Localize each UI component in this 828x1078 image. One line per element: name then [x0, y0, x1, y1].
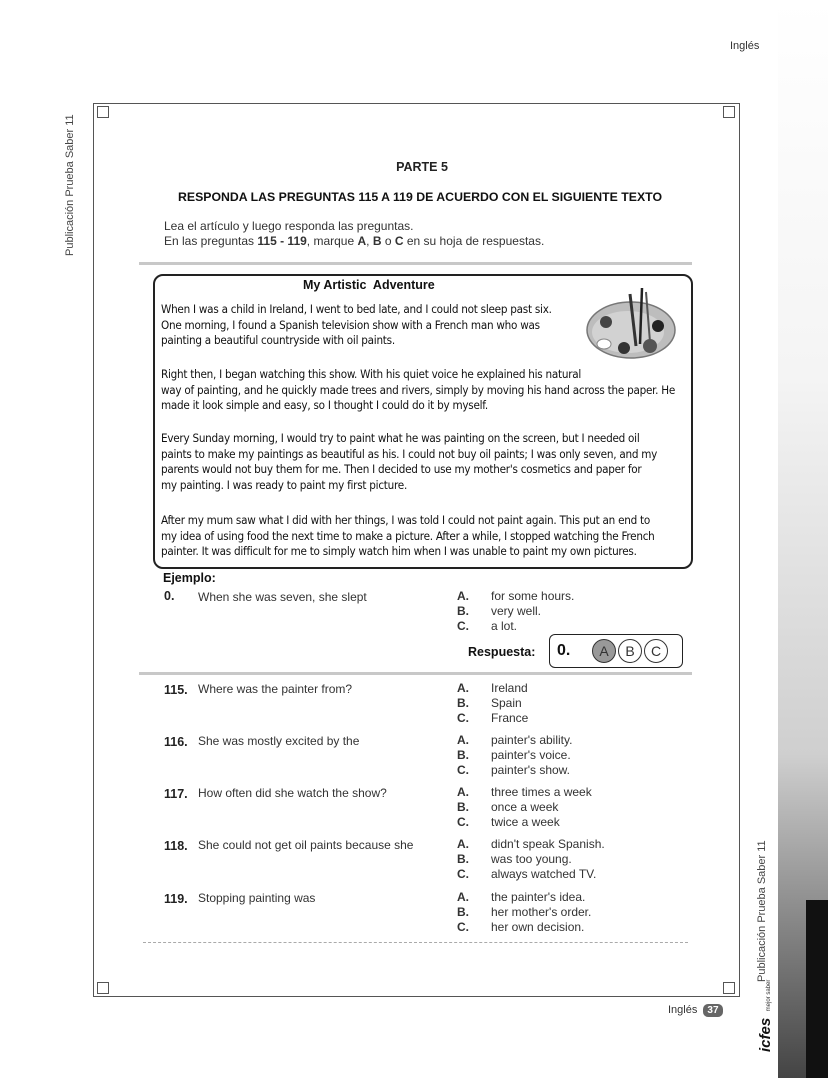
option: A. the painter's idea. — [457, 890, 586, 904]
example-number: 0. — [164, 589, 175, 603]
question-text: Where was the painter from? — [198, 682, 353, 696]
passage-paragraph-2: Right then, I began watching this show. With his quiet voice he explained his natural way of painting, and he quickly made trees and rivers, simply by moving his hand across the paper. He made it look simple and easy, so I thought I could do it by myself. — [161, 367, 676, 413]
option: C. France — [457, 711, 529, 725]
passage-paragraph-3: Every Sunday morning, I would try to paint what he was painting on the screen, but I needed oil paints to make my paintings as beautiful as his. I could not buy oil paints; I was only seven, and my parents would not buy them for me. Then I decided to use my mother's cosmetics and paper for my painting. I was ready to paint my first picture. — [161, 431, 658, 492]
option: B. was too young. — [457, 852, 572, 866]
question-options — [457, 890, 591, 935]
instruction-line-1: Lea el artículo y luego responda las preguntas. — [164, 219, 414, 233]
question-119: 119. — [164, 892, 188, 906]
option: B. her mother's order. — [457, 905, 592, 919]
passage-paragraph-4: After my mum saw what I did with her things, I was told I could not paint again. This put an end to my idea of using food the next time to make a picture. After a while, I stopped watching the French painter. It was difficult for me to simply watch him when I was unable to paint my own pictures. — [161, 513, 655, 559]
answer-bubbles — [592, 639, 670, 663]
logo-text: icfes — [757, 1017, 774, 1052]
instructions — [164, 219, 544, 249]
question-118: 118. — [164, 839, 188, 853]
example-question: When she was seven, she slept — [198, 590, 367, 604]
question-text: Stopping painting was — [198, 891, 316, 905]
answer-box — [549, 634, 683, 668]
answer-bubble-a[interactable]: A — [592, 639, 616, 663]
footer-subject: Inglés — [668, 1004, 698, 1016]
option: A. painter's ability. — [457, 733, 573, 747]
passage-title: My Artistic Adventure — [303, 278, 435, 292]
option: C. twice a week — [457, 815, 560, 829]
passage-paragraph-1: When I was a child in Ireland, I went to bed late, and I could not sleep past six. One morning, I found a Spanish television show with a French man who was painting a beautiful countryside with oil paints. — [161, 302, 552, 348]
option: A. didn't speak Spanish. — [457, 837, 605, 851]
question-text: She could not get oil paints because she — [198, 838, 414, 852]
option: B. very well. — [457, 604, 542, 618]
instruction-heading: RESPONDA LAS PREGUNTAS 115 A 119 DE ACUERDO CON EL SIGUIENTE TEXTO — [178, 190, 663, 204]
example-options — [457, 589, 574, 634]
answer-label: Respuesta: — [468, 645, 536, 659]
answer-number: 0. — [557, 642, 571, 659]
option: A. three times a week — [457, 785, 592, 799]
option: C. her own decision. — [457, 920, 585, 934]
section-title: PARTE 5 — [396, 160, 448, 174]
frame-corner — [723, 982, 735, 994]
option: B. painter's voice. — [457, 748, 571, 762]
question-text: How often did she watch the show? — [198, 786, 387, 800]
question-options — [457, 681, 528, 726]
frame-corner — [97, 982, 109, 994]
instruction-line-2: En las preguntas 115 - 119, marque A, B o C en su hoja de respuestas. — [164, 234, 545, 248]
option: A. Ireland — [457, 681, 528, 695]
frame-corner — [723, 106, 735, 118]
option: B. once a week — [457, 800, 559, 814]
option: A. for some hours. — [457, 589, 575, 603]
option: B. Spain — [457, 696, 522, 710]
side-label-left: Publicación Prueba Saber 11 — [64, 114, 76, 256]
header-subject: Inglés — [730, 40, 760, 52]
question-117: 117. — [164, 787, 188, 801]
divider-rule — [139, 262, 692, 265]
question-text: She was mostly excited by the — [198, 734, 360, 748]
question-options — [457, 785, 592, 830]
question-options — [457, 837, 605, 882]
dashed-separator — [143, 942, 688, 943]
answer-bubble-c[interactable]: C — [644, 639, 668, 663]
side-label-right: Publicación Prueba Saber 11 — [756, 840, 768, 982]
page-number-badge: 37 — [703, 1004, 722, 1017]
icfes-logo — [757, 979, 779, 1060]
footer — [668, 1004, 723, 1017]
side-dark-bar — [806, 900, 828, 1078]
option: C. always watched TV. — [457, 867, 597, 881]
question-115: 115. — [164, 683, 188, 697]
option: C. painter's show. — [457, 763, 571, 777]
question-options — [457, 733, 572, 778]
frame-corner — [97, 106, 109, 118]
divider-rule — [139, 672, 692, 675]
answer-bubble-b[interactable]: B — [618, 639, 642, 663]
logo-tagline: mejor saber — [766, 979, 772, 1012]
option: C. a lot. — [457, 619, 518, 633]
question-116: 116. — [164, 735, 188, 749]
paint-palette-icon — [584, 284, 680, 364]
example-label: Ejemplo: — [163, 571, 216, 585]
